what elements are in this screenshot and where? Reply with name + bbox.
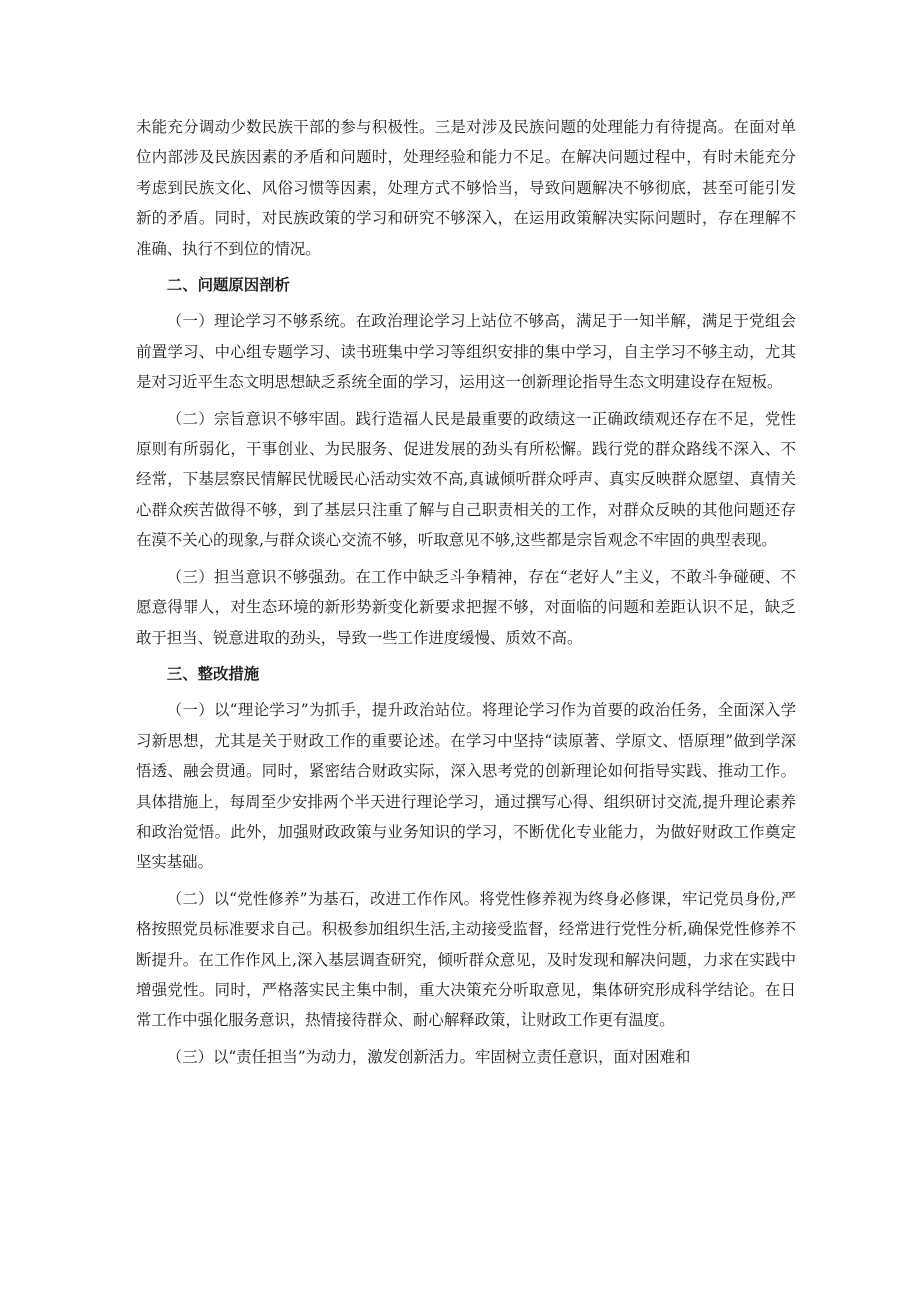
paragraph-measure-responsibility: （三）以“责任担当”为动力，激发创新活力。牢固树立责任意识，面对困难和 (166, 1047, 691, 1066)
document-body (136, 112, 796, 1078)
paragraph-responsibility-awareness: （三）担当意识不够强劲。在工作中缺乏斗争精神，存在“老好人”主义，不敢斗争碰硬、不愿意得罪人，对生态环境的新形势新变化新要求把握不够，对面临的问题和差距认识不足，缺乏敢于担当、锐意进取的劲头，导致一些工作进度缓慢、质效不高。 (136, 567, 796, 647)
paragraph-purpose-awareness: （二）宗旨意识不够牢固。践行造福人民是最重要的政绩这一正确政绩观还存在不足，党性原则有所弱化，干事创业、为民服务、促进发展的劲头有所松懈。践行党的群众路线不深入、不经常，下基层察民情解民忧暖民心活动实效不高,真诚倾听群众呼声、真实反映群众愿望、真情关心群众疾苦做得不够，到了基层只注重了解与自己职责相关的工作，对群众反映的其他问题还存在漠不关心的现象,与群众谈心交流不够，听取意见不够,这些都是宗旨观念不牢固的典型表现。 (136, 409, 796, 550)
paragraph-ethnic-issues-continued: 未能充分调动少数民族干部的参与积极性。三是对涉及民族问题的处理能力有待提高。在面对单位内部涉及民族因素的矛盾和问题时，处理经验和能力不足。在解决问题过程中，有时未能充分考虑到民族文化、风俗习惯等因素，处理方式不够恰当，导致问题解决不够彻底，甚至可能引发新的矛盾。同时，对民族政策的学习和研究不够深入，在运用政策解决实际问题时，存在理解不准确、执行不到位的情况。 (136, 118, 796, 258)
section-heading-cause-analysis: 二、问题原因剖析 (166, 276, 290, 295)
paragraph-theory-study: （一）理论学习不够系统。在政治理论学习上站位不够高，满足于一知半解，满足于党组会前置学习、中心组专题学习、读书班集中学习等组织安排的集中学习，自主学习不够主动，尤其是对习近平生态文明思想缺乏系统全面的学习，运用这一创新理论指导生态文明建设存在短板。 (136, 312, 796, 392)
paragraph-measure-party-spirit: （二）以“党性修养”为基石，改进工作作风。将党性修养视为终身必修课，牢记党员身份,严格按照党员标准要求自己。积极参加组织生活,主动接受监督，经常进行党性分析,确保党性修养不断提升。在工作作风上,深入基层调查研究，倾听群众意见，及时发现和解决问题，力求在实践中增强党性。同时，严格落实民主集中制，重大决策充分听取意见，集体研究形成科学结论。在日常工作中强化服务意识，热情接待群众、耐心解释政策，让财政工作更有温度。 (136, 889, 796, 1030)
paragraph-measure-theory-study: （一）以“理论学习”为抓手，提升政治站位。将理论学习作为首要的政治任务，全面深入学习新思想，尤其是关于财政工作的重要论述。在学习中坚持“读原著、学原文、悟原理”做到学深悟透、融会贯通。同时，紧密结合财政实际，深入思考党的创新理论如何指导实践、推动工作。具体措施上，每周至少安排两个半天进行理论学习，通过撰写心得、组织研讨交流,提升理论素养和政治觉悟。此外，加强财政政策与业务知识的学习，不断优化专业能力，为做好财政工作奠定坚实基础。 (136, 701, 796, 872)
section-heading-rectification-measures: 三、整改措施 (166, 664, 260, 683)
